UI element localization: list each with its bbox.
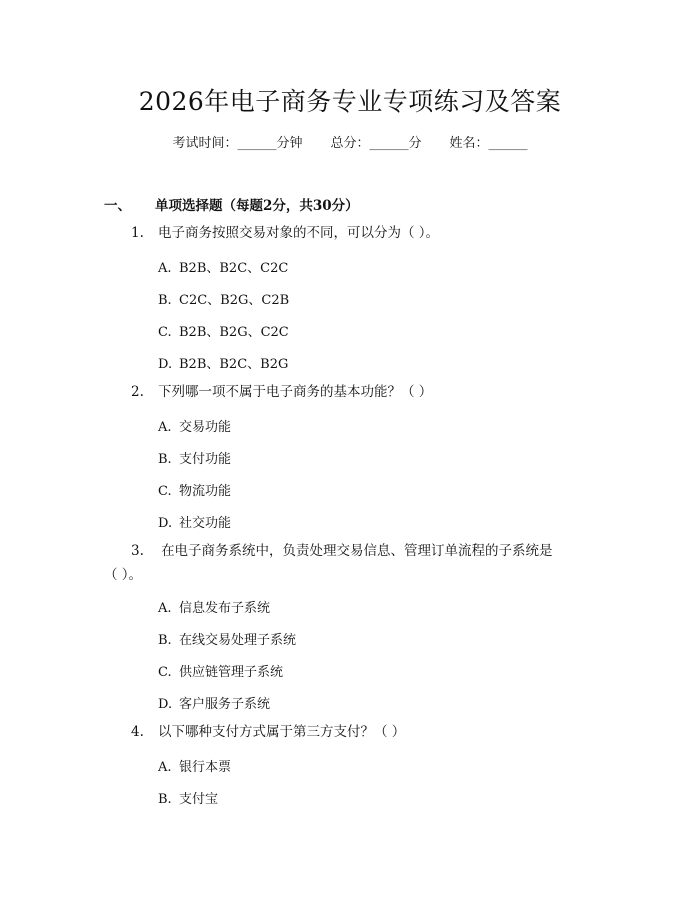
exam-time-unit: 分钟 xyxy=(276,136,303,151)
option-text: 支付功能 xyxy=(179,452,232,467)
question-1-option-a xyxy=(158,257,288,276)
question-number: 3. xyxy=(131,543,144,559)
total-score-unit: 分 xyxy=(408,136,422,151)
option-label: B. xyxy=(158,452,172,467)
question-text: 电子商务按照交易对象的不同，可以分为（ ）。 xyxy=(158,225,440,241)
question-1-option-d xyxy=(158,353,288,372)
option-text: 交易功能 xyxy=(179,420,232,435)
option-label: A. xyxy=(158,760,172,775)
question-1 xyxy=(131,221,571,245)
option-label: D. xyxy=(158,516,173,531)
question-text: 以下哪种支付方式属于第三方支付？（ ） xyxy=(158,724,406,740)
question-2-option-c xyxy=(158,480,231,499)
question-number: 2. xyxy=(131,384,144,400)
option-text: 物流功能 xyxy=(179,484,232,499)
document-title: 2026年电子商务专业专项练习及答案 xyxy=(138,87,562,116)
option-text: B2B、B2C、B2G xyxy=(179,357,289,372)
exam-time-blank: ______ xyxy=(237,136,277,151)
total-score-label: 总分： xyxy=(330,136,370,151)
question-4-option-a xyxy=(158,756,231,775)
option-text: C2C、B2G、C2B xyxy=(179,293,290,308)
option-label: A. xyxy=(158,261,172,276)
question-number: 1. xyxy=(131,225,144,241)
option-label: A. xyxy=(158,420,172,435)
option-text: 银行本票 xyxy=(179,760,232,775)
question-4-option-b xyxy=(158,788,218,807)
section-heading xyxy=(104,194,359,214)
question-3-option-b xyxy=(158,629,296,648)
option-label: D. xyxy=(158,357,173,372)
question-1-option-c xyxy=(158,321,289,340)
student-name-field xyxy=(450,136,528,151)
question-3-option-c xyxy=(158,661,283,680)
section-title: 单项选择题（每题2分，共30分） xyxy=(155,198,359,214)
total-score-blank: ______ xyxy=(369,136,409,151)
option-text: B2B、B2C、C2C xyxy=(179,261,289,276)
option-text: 支付宝 xyxy=(179,792,219,807)
option-label: B. xyxy=(158,792,172,807)
option-text: 社交功能 xyxy=(179,516,232,531)
question-2 xyxy=(131,380,571,404)
total-score-field xyxy=(330,136,421,151)
option-label: C. xyxy=(158,665,172,680)
question-2-option-b xyxy=(158,448,231,467)
section-number: 一、 xyxy=(104,198,131,214)
option-label: C. xyxy=(158,484,172,499)
option-label: A. xyxy=(158,601,172,616)
option-label: D. xyxy=(158,697,173,712)
question-4 xyxy=(131,720,571,744)
student-name-blank: ______ xyxy=(488,136,528,151)
question-text: 在电子商务系统中，负责处理交易信息、管理订单流程的子系统是（ ）。 xyxy=(104,543,553,583)
exam-info-line xyxy=(0,132,700,151)
option-text: 在线交易处理子系统 xyxy=(179,633,297,648)
option-label: B. xyxy=(158,633,172,648)
question-1-option-b xyxy=(158,289,289,308)
option-text: B2B、B2G、C2C xyxy=(179,325,289,340)
option-label: C. xyxy=(158,325,172,340)
question-text: 下列哪一项不属于电子商务的基本功能？（ ） xyxy=(158,384,433,400)
question-3 xyxy=(104,539,559,587)
exam-time-field xyxy=(172,136,302,151)
question-2-option-d xyxy=(158,512,231,531)
option-text: 供应链管理子系统 xyxy=(179,665,284,680)
option-text: 客户服务子系统 xyxy=(179,697,271,712)
option-label: B. xyxy=(158,293,172,308)
student-name-label: 姓名： xyxy=(449,136,489,151)
option-text: 信息发布子系统 xyxy=(179,601,271,616)
exam-time-label: 考试时间： xyxy=(172,136,238,151)
question-2-option-a xyxy=(158,416,231,435)
question-3-option-a xyxy=(158,597,270,616)
question-3-option-d xyxy=(158,693,270,712)
question-number: 4. xyxy=(131,724,144,740)
